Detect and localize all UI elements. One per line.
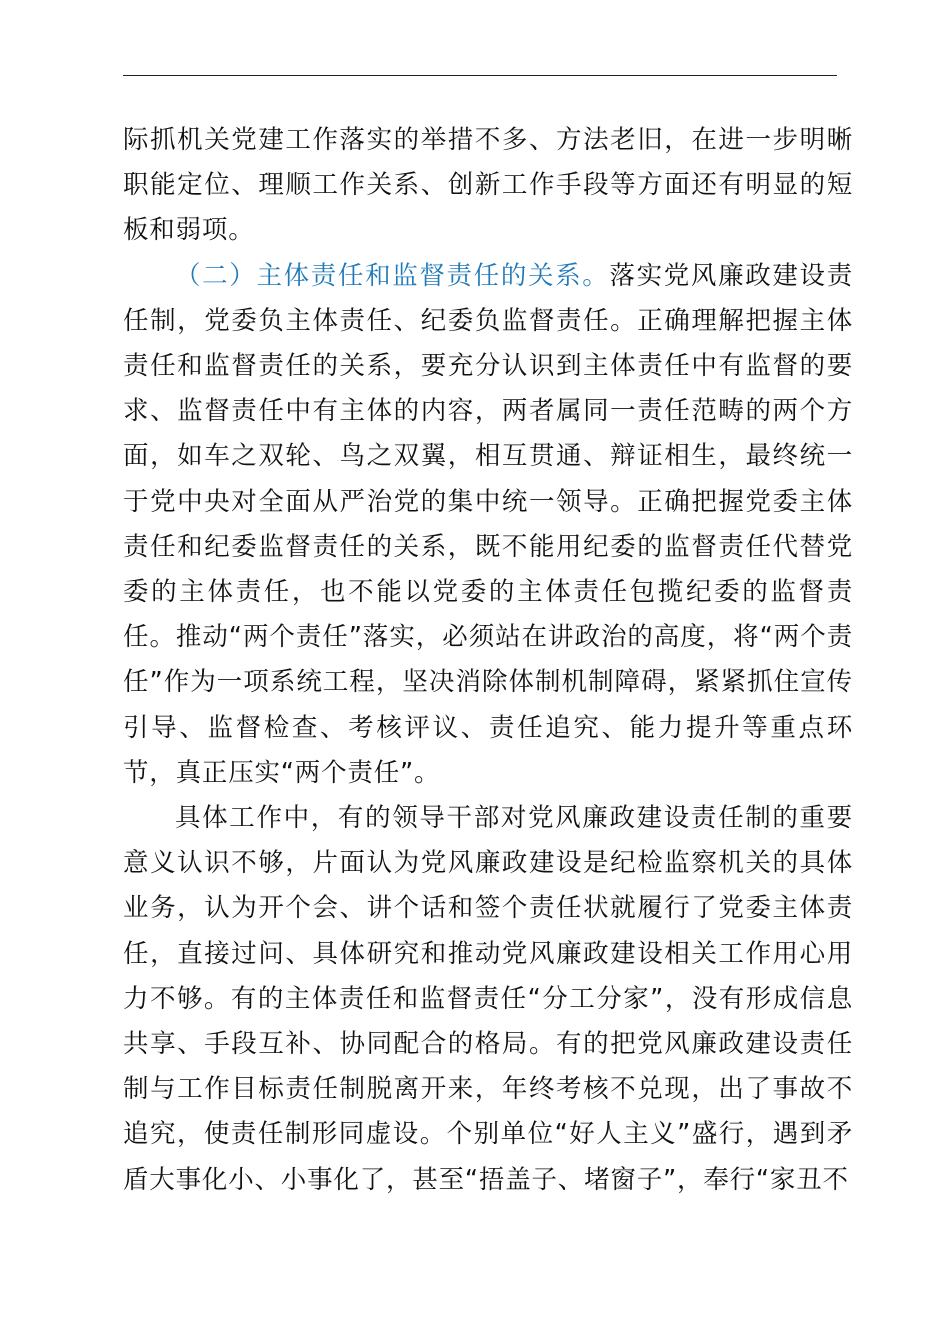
paragraph-section-two — [123, 254, 853, 796]
paragraph-continuation — [123, 118, 853, 254]
paragraph-2-text: 落实党风廉政建设责任制，党委负主体责任、纪委负监督责任。正确理解把握主体责任和监督责任的关系，要充分认识到主体责任中有监督的要求、监督责任中有主体的内容，两者属同一责任范畴的两个方面，如车之双轮、鸟之双翼，相互贯通、辩证相生，最终统一于党中央对全面从严治党的集中统一领导。正确把握党委主体责任和纪委监督责任的关系，既不能用纪委的监督责任代替党委的主体责任，也不能以党委的主体责任包揽纪委的监督责任。推动“两个责任”落实，必须站在讲政治的高度，将“两个责任”作为一项系统工程，坚决消除体制机制障碍，紧紧抓住宣传引导、监督检查、考核评议、责任追究、能力提升等重点环节，真正压实“两个责任”。 — [123, 260, 853, 788]
paragraph-3-text: 具体工作中，有的领导干部对党风廉政建设责任制的重要意义认识不够，片面认为党风廉政建设是纪检监察机关的具体业务，认为开个会、讲个话和签个责任状就履行了党委主体责任，直接过问、具体研究和推动党风廉政建设相关工作用心用力不够。有的主体责任和监督责任“分工分家”，没有形成信息共享、手段互补、协同配合的格局。有的把党风廉政建设责任制与工作目标责任制脱离开来，年终考核不兑现，出了事故不追究，使责任制形同虚设。个别单位“好人主义”盛行，遇到矛盾大事化小、小事化了，甚至“捂盖子、堵窗子”，奉行“家丑不 — [123, 803, 853, 1195]
section-heading: （二）主体责任和监督责任的关系。 — [175, 260, 610, 291]
paragraph-1-text: 际抓机关党建工作落实的举措不多、方法老旧，在进一步明晰职能定位、理顺工作关系、创新工作手段等方面还有明显的短板和弱项。 — [123, 125, 853, 246]
document-body — [123, 118, 853, 1203]
header-rule — [123, 75, 837, 76]
paragraph-practice — [123, 796, 853, 1203]
